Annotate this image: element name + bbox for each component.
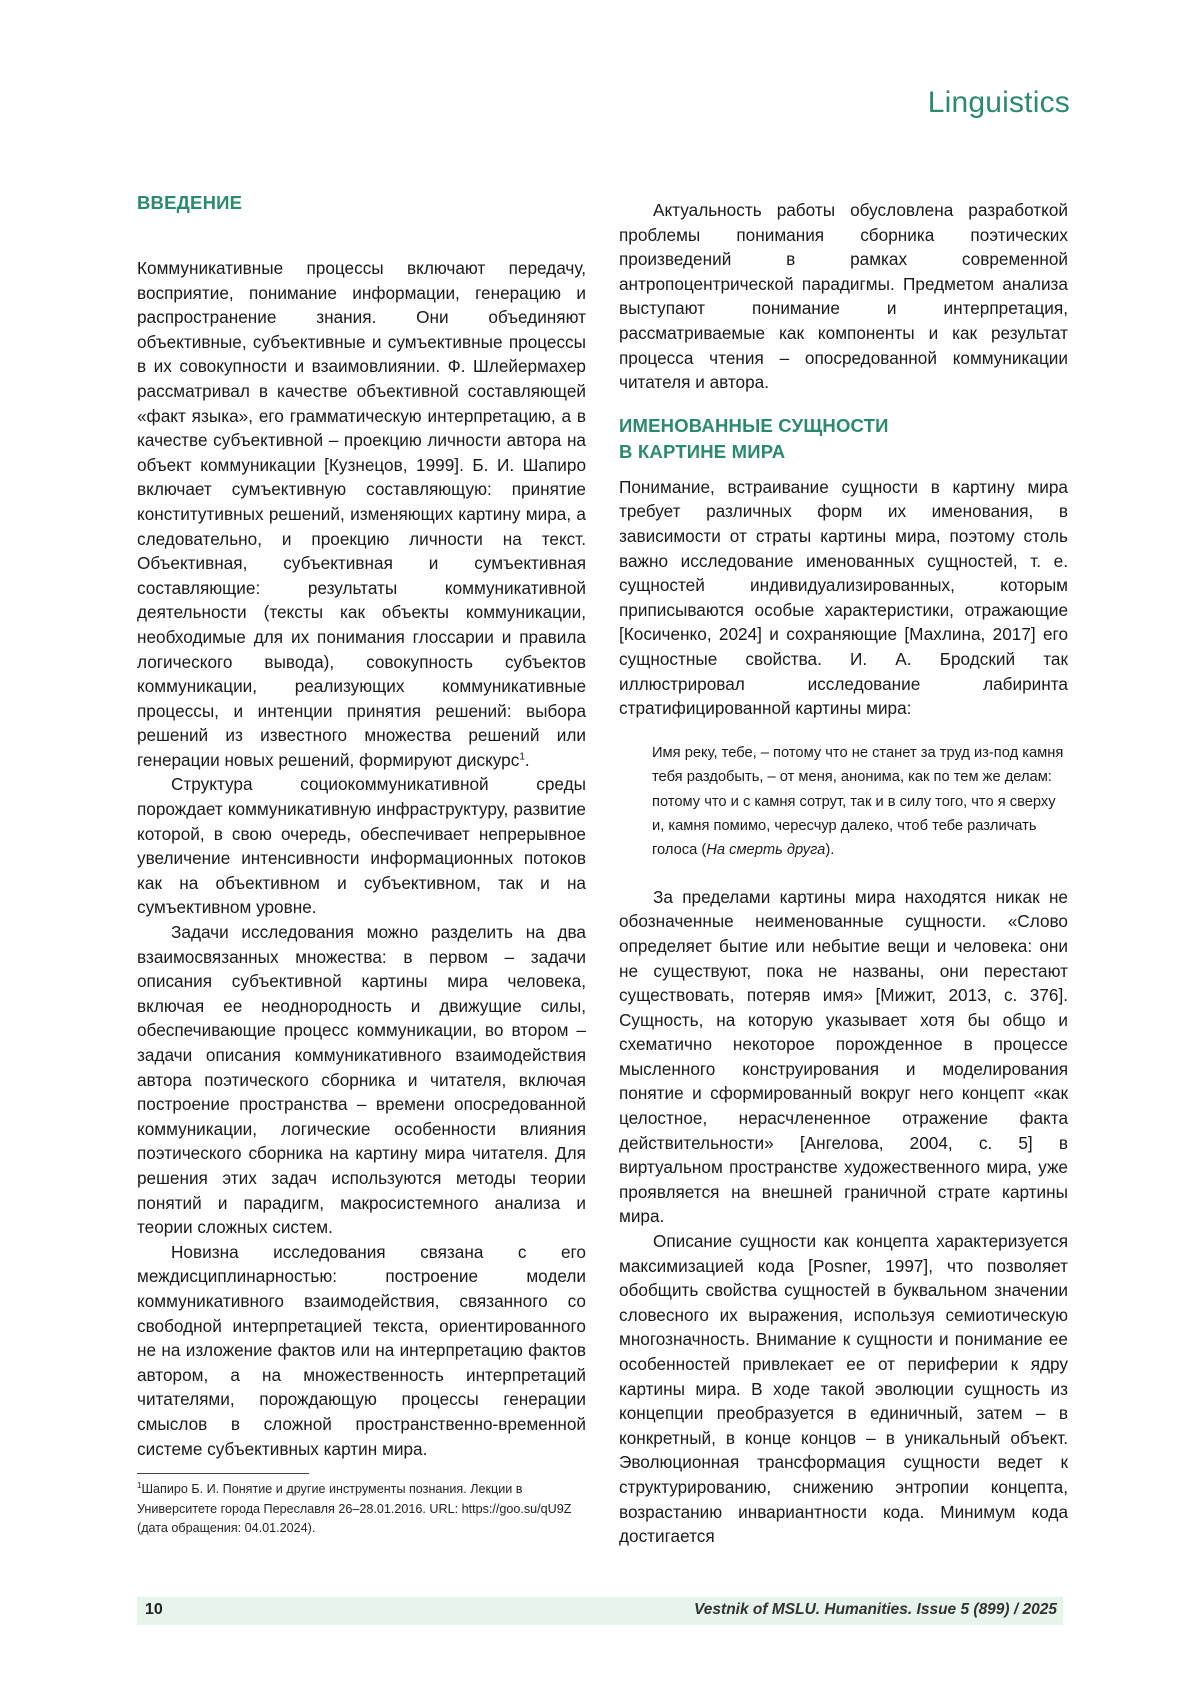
section-title: Linguistics <box>928 86 1070 120</box>
paragraph: Задачи исследования можно разделить на два взаимосвязанных множества: в первом – задачи описания субъективной картины мира человека, включая ее неоднородность и движущие силы, обеспечивающие процесс коммуникации, во втором – задачи описания коммуникативного взаимодействия автора поэтического сборника и читателя, включая построение пространства – времени опосредованной коммуникации, логические особенности влияния поэтического сборника на картину мира читателя. Для решения этих задач используются методы теории понятий и парадигм, макросистемного анализа и теории сложных систем. <box>137 920 586 1240</box>
section-heading-introduction: ВВЕДЕНИЕ <box>137 190 586 216</box>
paragraph: Коммуникативные процессы включают передачу, восприятие, понимание информации, генерацию и распространение знания. Они объединяют объективные, субъективные и сумъективные процессы в их совокупности и взаимовлиянии. Ф. Шлейермахер рассматривал в качестве объективной составляющей «факт языка», его грамматическую интерпретацию, а в качестве субъективной – проекцию личности автора на объект коммуникации [Кузнецов, 1999]. Б. И. Шапиро включает сумъективную составляющую: принятие конститутивных решений, изменяющих картину мира, а следовательно, и проекцию личности на текст. Объективная, субъективная и сумъективная составляющие: результаты коммуникативной деятельности (тексты как объекты коммуникации, необходимые для их понимания глоссарии и правила логического вывода), совокупность субъектов коммуникации, реализующих коммуникативные процессы, и интенции принятия решений: выбора решений из известного множества решений или генерации новых решений, формируют дискурс1. <box>137 256 586 772</box>
section-heading-named-entities: ИМЕНОВАННЫЕ СУЩНОСТИ В КАРТИНЕ МИРА <box>619 413 1068 465</box>
journal-title: Vestnik of MSLU. Humanities. Issue 5 (899) / 2025 <box>694 1601 1057 1619</box>
paragraph: Актуальность работы обусловлена разработкой проблемы понимания сборника поэтических произведений в рамках современной антропоцентрической парадигмы. Предметом анализа выступают понимание и интерпретация, рассматриваемые как компоненты и как результат процесса чтения – опосредованной коммуникации читателя и автора. <box>619 198 1068 395</box>
poem-quote: Имя реку, тебе, – потому что не станет за труд из-под камня тебя раздобыть, – от меня, анонима, как по тем же делам: потому что и с камня сотрут, так и в силу того, что я сверху и, камня помимо, чересчур далеко, чтоб тебе различать голоса (На смерть друга). <box>652 741 1068 863</box>
footnote: 1Шапиро Б. И. Понятие и другие инструменты познания. Лекции в Университете города Переславля 26–28.01.2016. URL: https://goo.su/qU9Z (дата обращения: 04.01.2024). <box>137 1480 586 1539</box>
page-number: 10 <box>145 1601 163 1619</box>
footnote-divider <box>137 1473 309 1474</box>
paragraph: За пределами картины мира находятся никак не обозначенные неименованные сущности. «Слово определяет бытие или небытие вещи и человека: они не существуют, пока не названы, они перестают существовать, потеряв имя» [Мижит, 2013, с. 376]. Сущность, на которую указывает хотя бы общо и схематично некоторое порожденное в процессе мысленного конструирования и моделирования понятие и сформированный вокруг него концепт «как целостное, нерасчлененное отражение факта действительности» [Ангелова, 2004, с. 5] в виртуальном пространстве художественного мира, уже проявляется на внешней граничной страте картины мира. <box>619 885 1068 1229</box>
paragraph: Понимание, встраивание сущности в картину мира требует различных форм их именования, в зависимости от страты картины мира, поэтому столь важно исследование именованных сущностей, т. е. сущностей индивидуализированных, которым приписываются особые характеристики, отражающие [Косиченко, 2024] и сохраняющие [Махлина, 2017] его сущностные свойства. И. А. Бродский так иллюстрировал исследование лабиринта стратифицированной картины мира: <box>619 475 1068 721</box>
page-footer <box>137 1597 1063 1625</box>
right-column <box>619 198 1068 1549</box>
left-column <box>137 190 586 1539</box>
paragraph: Новизна исследования связана с его междисциплинарностью: построение модели коммуникативного взаимодействия, связанного со свободной интерпретацией текста, ориентированного не на изложение фактов или на интерпретацию фактов автором, а на множественность интерпретаций читателями, порождающую процессы генерации смыслов в сложной пространственно-временной системе субъективных картин мира. <box>137 1240 586 1461</box>
quote-source: На смерть друга <box>706 842 825 858</box>
footnote-marker[interactable]: 1 <box>519 751 525 762</box>
paragraph: Описание сущности как концепта характеризуется максимизацией кода [Posner, 1997], что позволяет обобщить свойства сущностей в буквальном значении словесного их выражения, используя семиотическую многозначность. Внимание к сущности и понимание ее особенностей привлекает ее от периферии к ядру картины мира. В ходе такой эволюции сущность из концепции преобразуется в единичный, затем – в конкретный, в конце концов – в уникальный объект. Эволюционная трансформация сущности ведет к структурированию, снижению энтропии концепта, возрастанию инвариантности кода. Минимум кода достигается <box>619 1229 1068 1549</box>
paragraph: Структура социокоммуникативной среды порождает коммуникативную инфраструктуру, развитие которой, в свою очередь, обеспечивает непрерывное увеличение интенсивности информационных потоков как на объективном и субъективном, так и на сумъективном уровне. <box>137 772 586 920</box>
